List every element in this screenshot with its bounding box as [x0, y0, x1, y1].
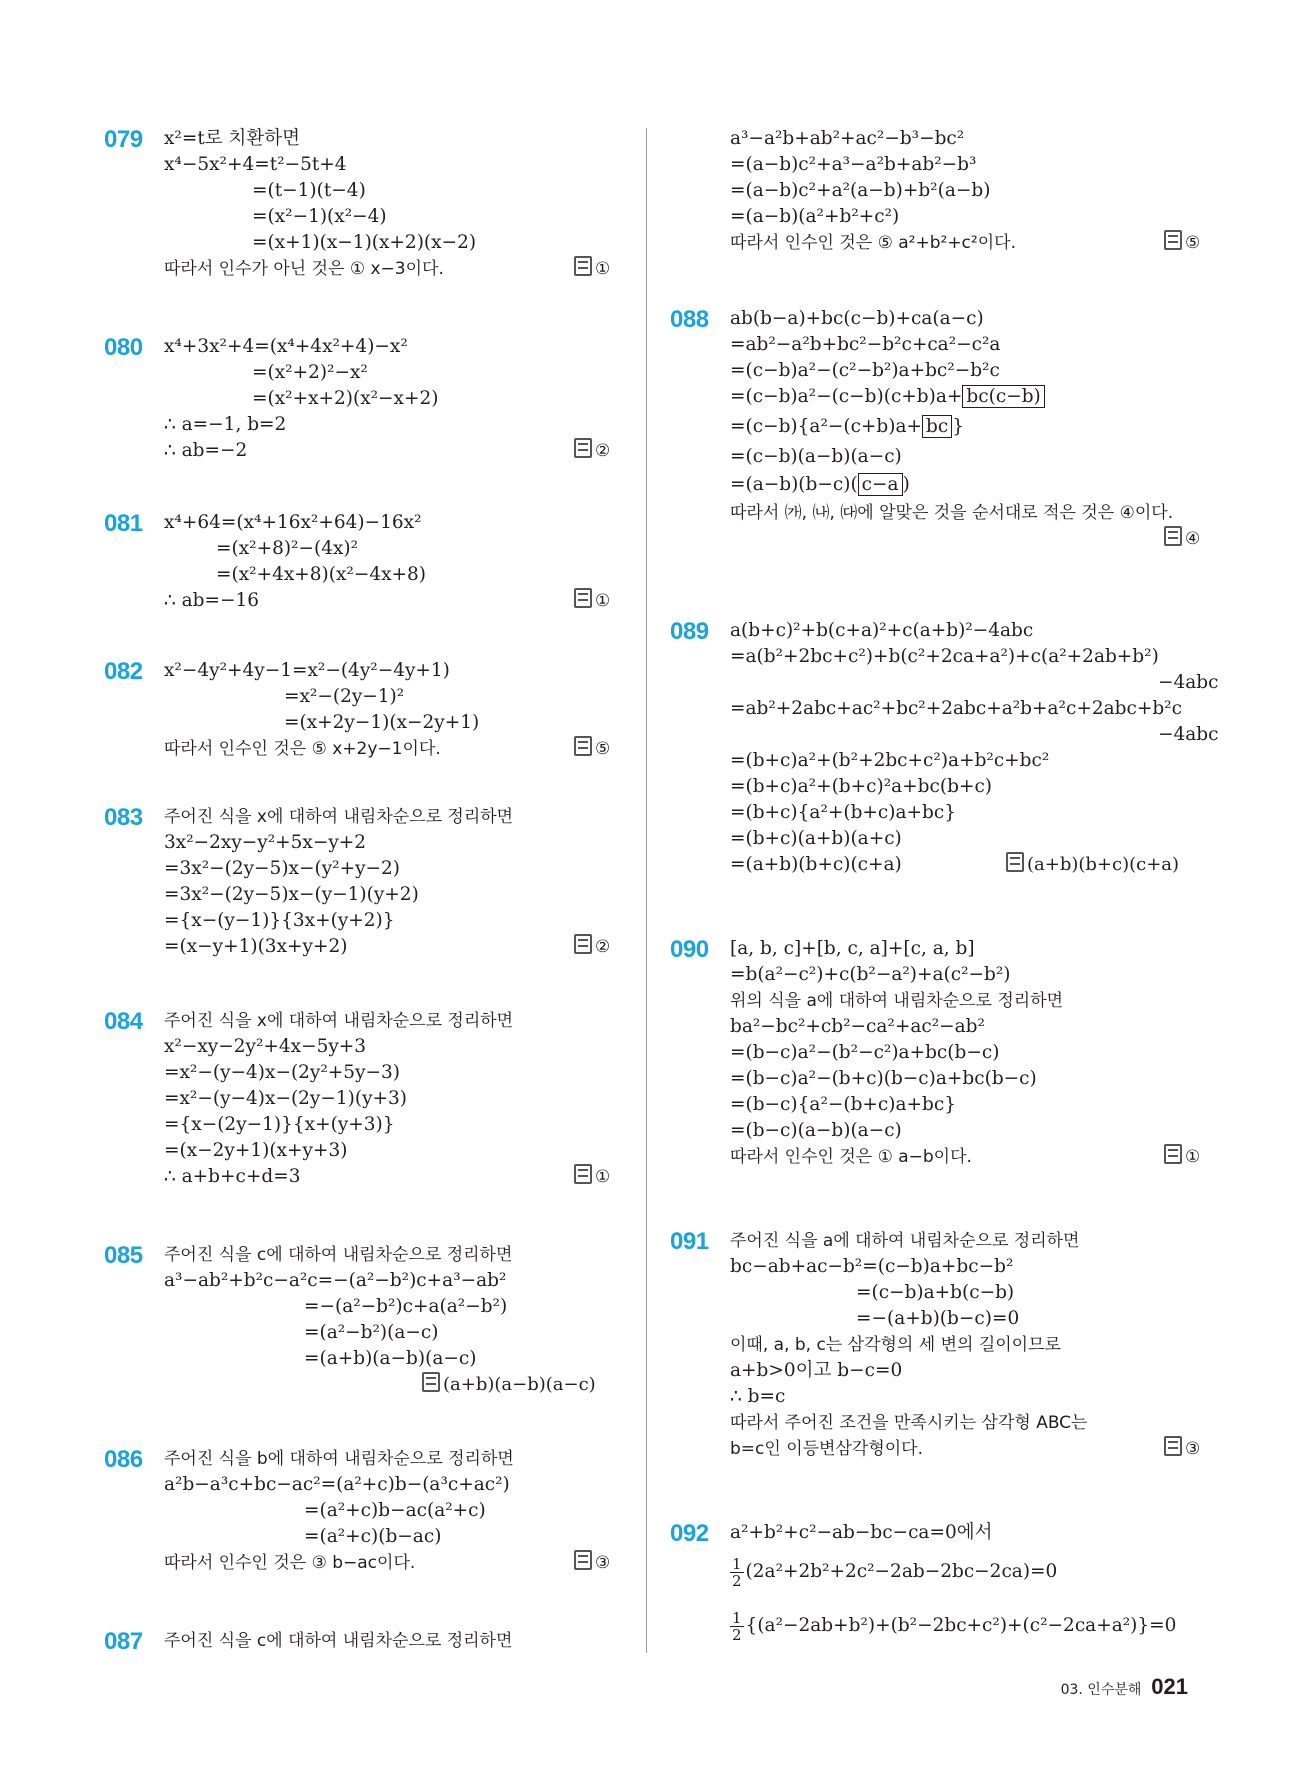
solution-line: =(x²+x+2)(x²−x+2): [252, 388, 439, 409]
solution-line: =(a²+c)b−ac(a²+c): [304, 1500, 486, 1521]
answer-mark: (a+b)(a−b)(a−c): [422, 1372, 596, 1398]
problem-number: 087: [104, 1628, 143, 1655]
solution-line: =x²−(2y−1)²: [284, 686, 405, 707]
solution-line: =(b+c)a²+(b²+2bc+c²)a+b²c+bc²: [730, 750, 1050, 771]
solution-line: =(b+c)(a+b)(a+c): [730, 828, 902, 849]
solution-line: =(b−c)a²−(b²−c²)a+bc(b−c): [730, 1042, 1000, 1063]
solution-line: 따라서 인수가 아닌 것은 ① x−3이다.: [164, 259, 444, 279]
solution-line: =(a−b)(b−c)( c−a ): [730, 474, 910, 495]
solution-line: x⁴+3x²+4=(x⁴+4x²+4)−x²: [164, 336, 408, 357]
answer-icon: [1164, 1144, 1182, 1164]
solution-line: 따라서 ㈎, ㈏, ㈐에 알맞은 것을 순서대로 적은 것은 ④이다.: [730, 503, 1174, 523]
solution-line: =−(a²−b²)c+a(a²−b²): [304, 1296, 508, 1317]
answer-mark: ①: [574, 256, 610, 282]
solution-line: =(x²+2)²−x²: [252, 362, 368, 383]
answer-icon: [574, 438, 592, 458]
solution-line: 주어진 식을 c에 대하여 내림차순으로 정리하면: [164, 1245, 513, 1265]
solution-line: a²+b²+c²−ab−bc−ca=0에서: [730, 1522, 993, 1543]
solution-line: 주어진 식을 a에 대하여 내림차순으로 정리하면: [730, 1231, 1080, 1251]
solution-line: 주어진 식을 c에 대하여 내림차순으로 정리하면: [164, 1631, 513, 1651]
problem-number: 084: [104, 1008, 143, 1035]
answer-mark: ⑤: [574, 736, 610, 762]
answer-icon: [1164, 230, 1182, 250]
solution-line: a²b−a³c+bc−ac²=(a²+c)b−(a³c+ac²): [164, 1474, 510, 1495]
solution-line: =3x²−(2y−5)x−(y−1)(y+2): [164, 884, 419, 905]
answer-mark: ①: [1164, 1144, 1200, 1170]
solution-line: [a, b, c]+[b, c, a]+[c, a, b]: [730, 938, 975, 959]
solution-line: 따라서 인수인 것은 ⑤ x+2y−1이다.: [164, 739, 441, 759]
solution-line: =(a−b)c²+a³−a²b+ab²−b³: [730, 154, 977, 175]
problem-number: 079: [104, 126, 143, 153]
problem-number: 083: [104, 804, 143, 831]
solution-line: =(c−b)a²−(c²−b²)a+bc²−b²c: [730, 360, 1000, 381]
solution-line: =(a²+c)(b−ac): [304, 1526, 442, 1547]
answer-mark: ③: [1164, 1436, 1200, 1462]
solution-line: 주어진 식을 b에 대하여 내림차순으로 정리하면: [164, 1449, 514, 1469]
solution-line: 따라서 주어진 조건을 만족시키는 삼각형 ABC는: [730, 1413, 1088, 1433]
solution-line: =(x²+4x+8)(x²−4x+8): [216, 564, 427, 585]
solution-line: bc−ab+ac−b²=(c−b)a+bc−b²: [730, 1256, 1014, 1277]
solution-line: =(a−b)c²+a²(a−b)+b²(a−b): [730, 180, 991, 201]
solution-line: 주어진 식을 x에 대하여 내림차순으로 정리하면: [164, 807, 514, 827]
answer-icon: [574, 736, 592, 756]
solution-line: =ab²−a²b+bc²−b²c+ca²−c²a: [730, 334, 1001, 355]
solution-line: =(x+2y−1)(x−2y+1): [284, 712, 480, 733]
solution-line: ={x−(2y−1)}{x+(y+3)}: [164, 1114, 395, 1135]
solution-line: =(b+c)a²+(b+c)²a+bc(b+c): [730, 776, 993, 797]
solution-line: 이때, a, b, c는 삼각형의 세 변의 길이이므로: [730, 1335, 1061, 1355]
blank-box-ga: bc(c−b): [962, 385, 1044, 408]
solution-line: =(b−c)(a−b)(a−c): [730, 1120, 902, 1141]
solution-line: ∴ ab=−2: [164, 440, 248, 461]
solution-line: =(a−b)(a²+b²+c²): [730, 206, 900, 227]
solution-line: a³−ab²+b²c−a²c=−(a²−b²)c+a³−ab²: [164, 1270, 507, 1291]
solution-line: ab(b−a)+bc(c−b)+ca(a−c): [730, 308, 984, 329]
solution-line: b=c인 이등변삼각형이다.: [730, 1439, 923, 1459]
solution-line: 주어진 식을 x에 대하여 내림차순으로 정리하면: [164, 1011, 514, 1031]
solution-line: 따라서 인수인 것은 ③ b−ac이다.: [164, 1553, 416, 1573]
solution-line: −4abc: [1158, 672, 1219, 693]
solution-line: =(c−b)(a−b)(a−c): [730, 446, 902, 467]
answer-mark: (a+b)(b+c)(c+a): [1006, 852, 1179, 878]
solution-line: a+b>0이고 b−c=0: [730, 1360, 903, 1381]
solution-line: =(c−b)a+b(c−b): [856, 1282, 1015, 1303]
answer-mark: ④: [1164, 526, 1200, 552]
problem-number: 090: [670, 936, 709, 963]
solution-line: x⁴+64=(x⁴+16x²+64)−16x²: [164, 512, 422, 533]
solution-line: =(b−c)a²−(b+c)(b−c)a+bc(b−c): [730, 1068, 1037, 1089]
solution-line: $\frac{1}{2}$ {(a²−2ab+b²)+(b²−2bc+c²)+(c²−2ca+a²)}=0: [732, 1608, 1177, 1644]
answer-icon: [574, 1550, 592, 1570]
solution-line: =x²−(y−4)x−(2y²+5y−3): [164, 1062, 401, 1083]
solution-line: a³−a²b+ab²+ac²−b³−bc²: [730, 128, 965, 149]
blank-box-na: bc: [922, 415, 952, 438]
problem-number: 091: [670, 1228, 709, 1255]
solution-line: =(a+b)(b+c)(c+a): [730, 854, 902, 875]
problem-number: 081: [104, 510, 143, 537]
solution-line: =−(a+b)(b−c)=0: [856, 1308, 1020, 1329]
answer-mark: ⑤: [1164, 230, 1200, 256]
problem-number: 085: [104, 1242, 143, 1269]
solution-line: ∴ b=c: [730, 1386, 786, 1407]
column-divider: [646, 128, 647, 1653]
answer-icon: [1164, 526, 1182, 546]
solution-line: 따라서 인수인 것은 ⑤ a²+b²+c²이다.: [730, 233, 1016, 253]
problem-number: 080: [104, 334, 143, 361]
solution-line: =(b−c){a²−(b+c)a+bc}: [730, 1094, 957, 1115]
solution-line: =3x²−(2y−5)x−(y²+y−2): [164, 858, 401, 879]
solution-line: ∴ a=−1, b=2: [164, 414, 287, 435]
solution-line: ba²−bc²+cb²−ca²+ac²−ab²: [730, 1016, 985, 1037]
solution-line: 위의 식을 a에 대하여 내림차순으로 정리하면: [730, 991, 1064, 1011]
solution-line: x²−4y²+4y−1=x²−(4y²−4y+1): [164, 660, 450, 681]
problem-number: 088: [670, 306, 709, 333]
solution-line: =(x−y+1)(3x+y+2): [164, 936, 348, 957]
solution-line: 3x²−2xy−y²+5x−y+2: [164, 832, 367, 853]
solution-line: =(x−2y+1)(x+y+3): [164, 1140, 348, 1161]
answer-icon: [574, 934, 592, 954]
solution-line: =(x²−1)(x²−4): [252, 206, 387, 227]
problem-number: 089: [670, 618, 709, 645]
solution-line: =x²−(y−4)x−(2y−1)(y+3): [164, 1088, 408, 1109]
solution-line: =(a+b)(a−b)(a−c): [304, 1348, 477, 1369]
solution-line: =(x+1)(x−1)(x+2)(x−2): [252, 232, 477, 253]
solution-line: =(c−b)a²−(c−b)(c+b)a+ bc(c−b): [730, 384, 1045, 410]
answer-icon: [422, 1372, 440, 1392]
solution-line: a(b+c)²+b(c+a)²+c(a+b)²−4abc: [730, 620, 1034, 641]
problem-number: 086: [104, 1446, 143, 1473]
solution-line: ∴ a+b+c+d=3: [164, 1166, 301, 1187]
answer-mark: ②: [574, 438, 610, 464]
answer-icon: [1164, 1436, 1182, 1456]
fraction-one-half: $\frac{1}{2}$: [732, 1608, 742, 1644]
solution-line: x²−xy−2y²+4x−5y+3: [164, 1036, 367, 1057]
answer-mark: ①: [574, 588, 610, 614]
solution-line: =(c−b){a²−(c+b)a+ bc }: [730, 416, 965, 437]
solution-line: ∴ ab=−16: [164, 590, 260, 611]
solution-line: =(a²−b²)(a−c): [304, 1322, 439, 1343]
solution-line: =(x²+8)²−(4x)²: [216, 538, 359, 559]
solution-line: =(t−1)(t−4): [252, 180, 366, 201]
solution-line: =a(b²+2bc+c²)+b(c²+2ca+a²)+c(a²+2ab+b²): [730, 646, 1159, 667]
problem-number: 082: [104, 658, 143, 685]
solution-line: x²=t로 치환하면: [164, 128, 301, 149]
solution-line: =ab²+2abc+ac²+bc²+2abc+a²b+a²c+2abc+b²c: [730, 698, 1182, 719]
solution-line: −4abc: [1158, 724, 1219, 745]
blank-box-da: c−a: [858, 473, 903, 496]
solution-line: =(b+c){a²+(b+c)a+bc}: [730, 802, 957, 823]
answer-mark: ③: [574, 1550, 610, 1576]
solution-line: 따라서 인수인 것은 ① a−b이다.: [730, 1147, 972, 1167]
answer-icon: [574, 1164, 592, 1184]
answer-icon: [574, 588, 592, 608]
answer-mark: ②: [574, 934, 610, 960]
solution-line: =b(a²−c²)+c(b²−a²)+a(c²−b²): [730, 964, 1011, 985]
solution-line: $\frac{1}{2}$ (2a²+2b²+2c²−2ab−2bc−2ca)=0: [732, 1554, 1058, 1590]
solution-line: ={x−(y−1)}{3x+(y+2)}: [164, 910, 395, 931]
answer-icon: [1006, 852, 1024, 872]
problem-number: 092: [670, 1520, 709, 1547]
answer-icon: [574, 256, 592, 276]
answer-mark: ①: [574, 1164, 610, 1190]
chapter-label: 03. 인수분해: [1060, 1682, 1142, 1698]
page-footer: [1061, 1674, 1188, 1700]
fraction-one-half: $\frac{1}{2}$: [732, 1554, 742, 1590]
solution-line: x⁴−5x²+4=t²−5t+4: [164, 154, 347, 175]
page-number: 021: [1151, 1674, 1188, 1699]
